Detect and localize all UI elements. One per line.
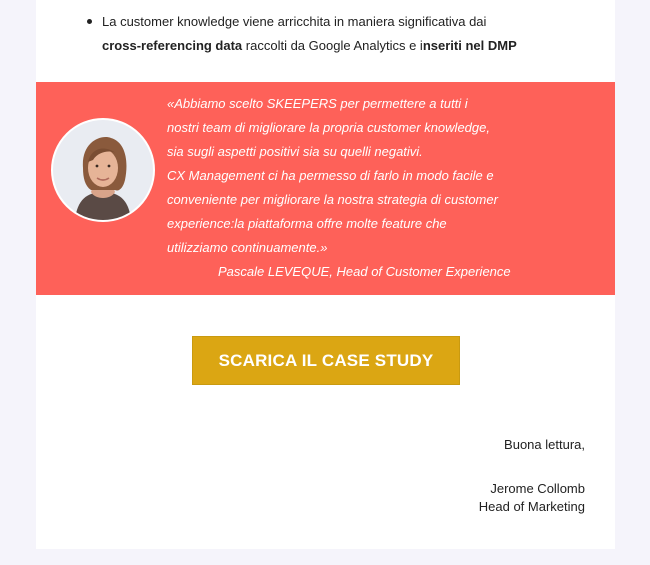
bullet-bold-dmp: nseriti nel DMP: [422, 38, 517, 53]
signature-role: Head of Marketing: [478, 499, 585, 514]
avatar-portrait-icon: [53, 120, 153, 220]
testimonial-box: [36, 82, 615, 295]
bullet-text-mid: raccolti da Google Analytics e i: [242, 38, 423, 53]
greeting-text: Buona lettura,: [504, 437, 585, 452]
testimonial-author: Pascale LEVEQUE, Head of Customer Experience: [218, 264, 511, 279]
download-case-study-button[interactable]: SCARICA IL CASE STUDY: [192, 336, 460, 385]
background-shape: [610, 0, 650, 60]
bullet-icon: [87, 19, 92, 24]
quote-line: CX Management ci ha permesso di farlo in modo facile e: [167, 168, 494, 183]
testimonial-quote: [167, 92, 547, 260]
signature-name: Jerome Collomb: [490, 481, 585, 496]
quote-line: «Abbiamo scelto SKEEPERS per permettere a tutti i: [167, 96, 468, 111]
avatar: [51, 118, 155, 222]
quote-line: conveniente per migliorare la nostra strategia di customer: [167, 192, 498, 207]
list-item: [102, 10, 572, 58]
quote-line: sia sugli aspetti positivi sia su quelli negativi.: [167, 144, 423, 159]
quote-line: experience:la piattaforma offre molte feature che: [167, 216, 447, 231]
email-content-card: [36, 0, 615, 549]
bullet-bold-cross-referencing: cross-referencing data: [102, 38, 243, 53]
quote-line: utilizziamo continuamente.»: [167, 240, 328, 255]
quote-line: nostri team di migliorare la propria customer knowledge,: [167, 120, 490, 135]
bullet-text-line1: La customer knowledge viene arricchita in maniera significativa dai: [102, 14, 487, 29]
